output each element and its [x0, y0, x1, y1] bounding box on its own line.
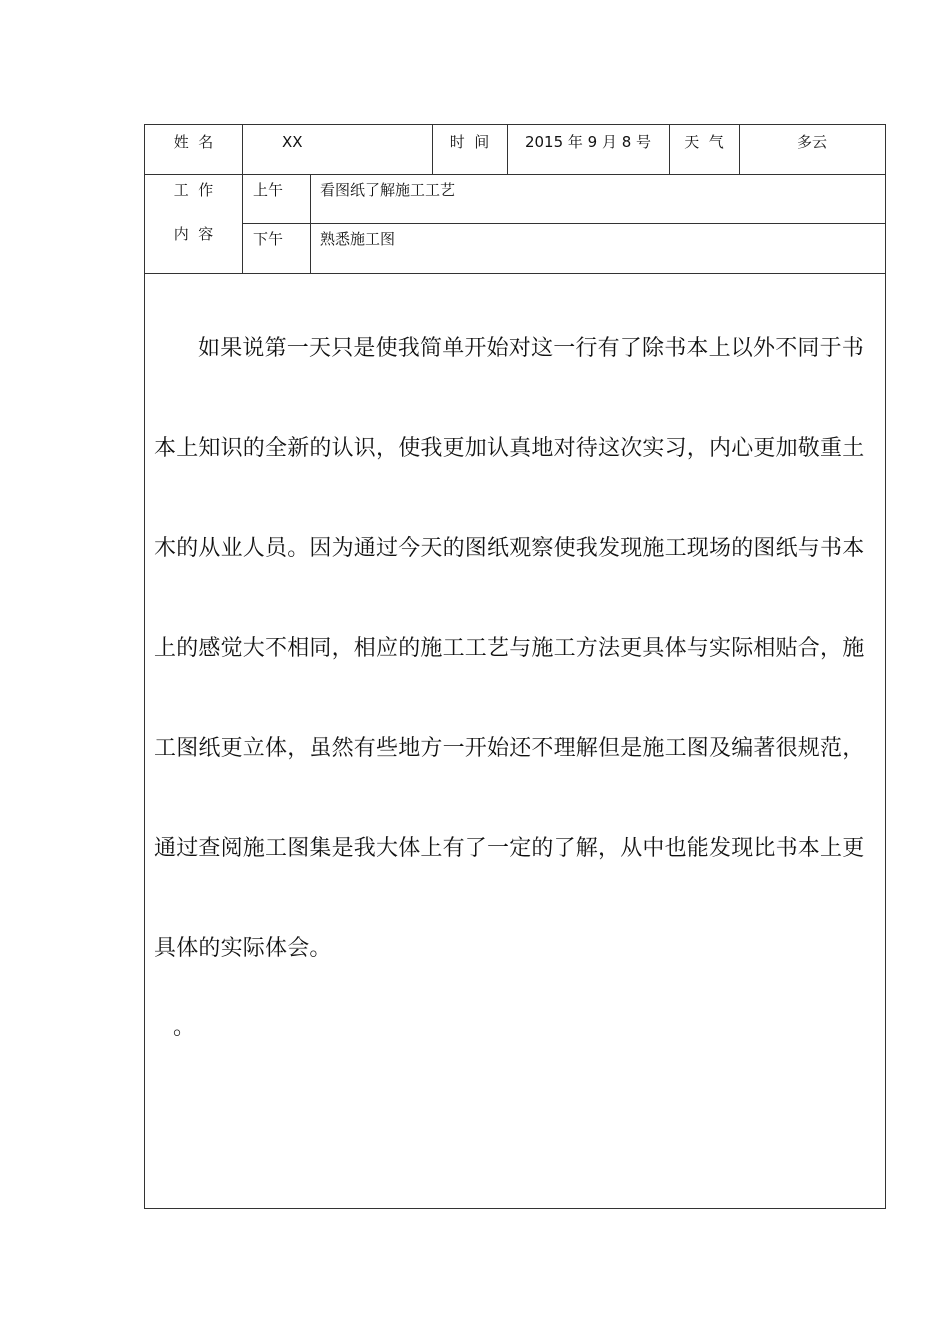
time-label: 时 间: [449, 133, 490, 151]
grid-line: [242, 223, 885, 224]
name-value: XX: [282, 133, 303, 151]
morning-label: 上午: [253, 181, 284, 199]
grid-line: [145, 174, 885, 175]
weather-label: 天 气: [684, 133, 724, 151]
name-label: 姓 名: [173, 133, 214, 151]
morning-value: 看图纸了解施工工艺: [320, 181, 456, 199]
grid-line: [242, 174, 243, 274]
diary-body: [154, 299, 878, 999]
diary-paragraph: 如果说第一天只是使我简单开始对这一行有了除书本上以外不同于书本上知识的全新的认识，使我更加认真地对待这次实习，内心更加敬重土木的从业人员。因为通过今天的图纸观察使我发现施工现场的图纸与书本上的感觉大不相同，相应的施工工艺与施工方法更具体与实际相贴合，施工图纸更立体，虽然有些地方一开始还不理解但是施工图及编著很规范，通过查阅施工图集是我大体上有了一定的了解，从中也能发现比书本上更具体的实际体会。: [154, 336, 865, 961]
grid-line: [242, 125, 243, 175]
work-content-label-line2: 内 容: [173, 225, 214, 243]
trailing-mark: 。: [173, 1015, 196, 1040]
afternoon-value: 熟悉施工图: [320, 230, 396, 248]
grid-line: [310, 174, 311, 274]
work-content-label-line1: 工 作: [173, 181, 214, 199]
date-value: 2015 年 9 月 8 号: [524, 133, 652, 151]
afternoon-label: 下午: [253, 230, 284, 248]
grid-line: [145, 273, 885, 274]
weather-value: 多云: [796, 133, 827, 151]
work-diary-table: [144, 124, 886, 1209]
